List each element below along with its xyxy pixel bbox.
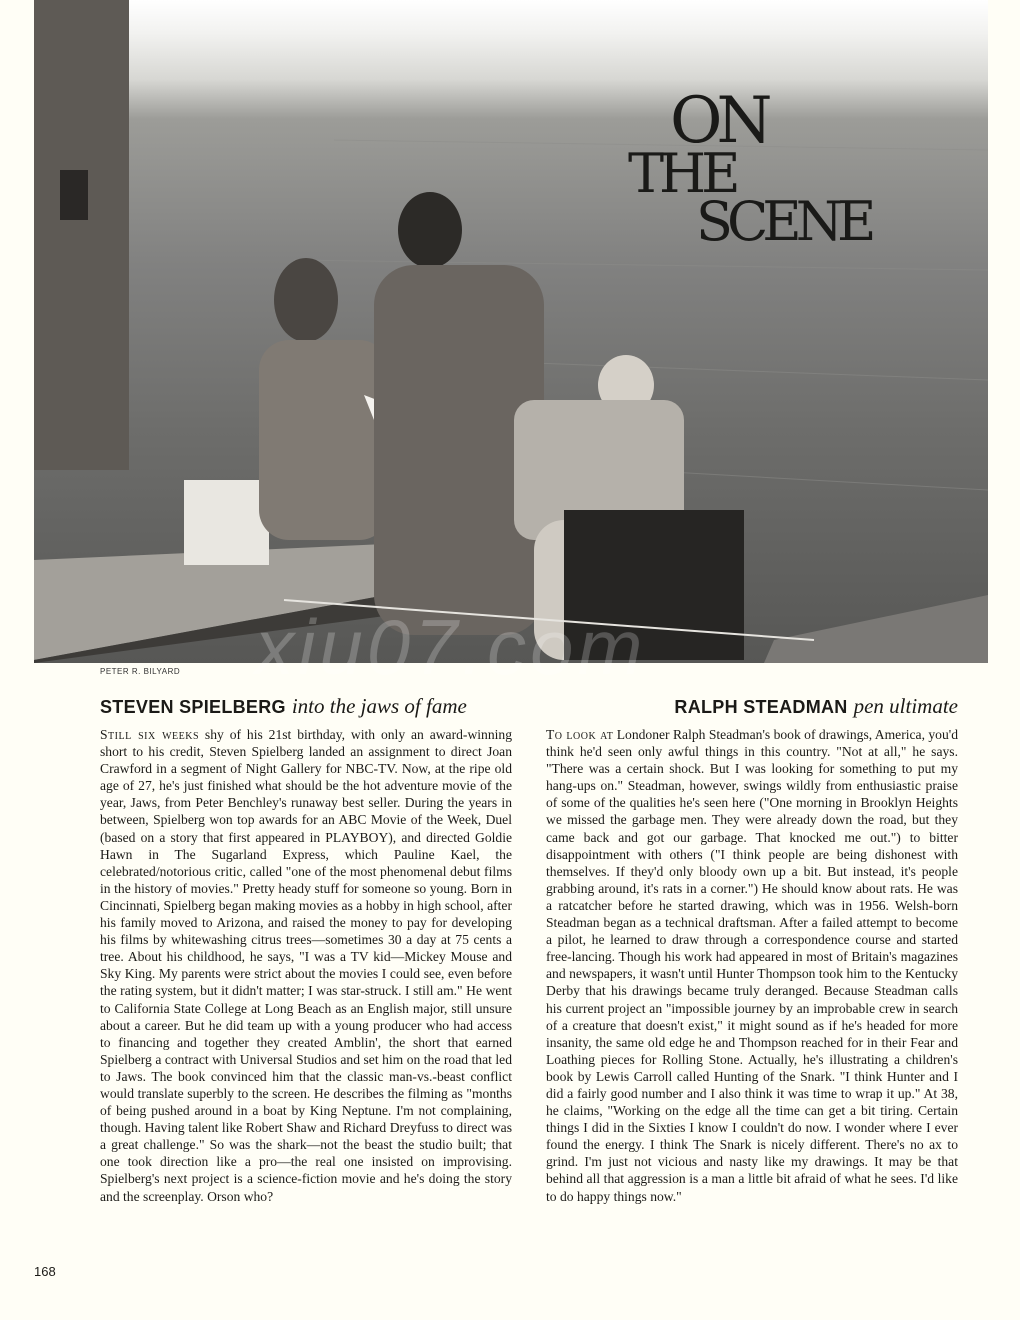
watermark-text: xiu07.com [255,603,647,691]
right-article-headline [674,694,958,719]
center-man-head [398,192,462,268]
standing-man [34,0,129,470]
photo-credit: PETER R. BILYARD [100,667,181,676]
left-headline-name: STEVEN SPIELBERG [100,697,286,717]
left-article-headline [100,694,467,719]
seated-man-body [259,340,389,540]
masthead-line-scene: SCENE [696,190,871,253]
left-article-lead: Still six weeks [100,727,200,742]
right-article-text: Londoner Ralph Steadman's book of drawings, America, you'd think he'd seen only awful things in this country. "Not at all," he says. "There was a certain shock. But I was looking for something to put my hang-ups on." Steadman, however, swings wildly from enthusiastic praise of some of the qualities he's seen here ("One morning in Brooklyn Heights we missed the garbage men. They were already down the road, but they came back and got our garbage. That knocked me out.") to bitter disappointment with others ("I think people are being dishonest with themselves. If they'd only bloody own up a bit. But instead, it's people grabbing around, it's rats in a corner.") He should know about rats. He was a ratcatcher before he started drawing, which was in 1956. Welsh-born Steadman began as a technical draftsman. After a failed attempt to become a pilot, he learned to draw through a correspondence course and started free-lancing. Though his work had appeared in most of Britain's magazines and newspapers, it wasn't until Hunter Thompson took him to the Kentucky Derby that his drawings became truly deranged. Because Steadman calls his current project an "impossible journey by an improbable crew in search of a creature that doesn't exist," it might sound as if he's headed for more insanity, the same old edge he and Thompson reached for in their Fear and Loathing pieces for Rolling Stone. Actually, he's illustrating a children's book by Lewis Carroll called Hunting of the Snark. "I think Hunter and I did a fairly good number and I also think it was time to wrap it up." At 38, he claims, "Working on the edge all the time can get a bit tiring. Certain things I did in the Sixties I know I couldn't do now. I wonder where I ever found the energy. I think The Snark is nicely different. There's no ax to grind. I'm just not vicious and nasty like my drawings. It may be that behind all that aggression is a man a little bit afraid of what he sees. I'd like to do happy things now." [546,727,959,1204]
masthead-line-on: ON [670,84,767,158]
right-article-body [546,726,958,1205]
pontoon [764,595,988,663]
right-headline-tag: pen ultimate [853,694,958,718]
equipment-crate [184,480,269,565]
left-headline-tag: into the jaws of fame [291,694,467,718]
camera-bag [60,170,88,220]
right-headline-name: RALPH STEADMAN [674,697,848,717]
left-article-body [100,726,512,1205]
left-article-text: shy of his 21st birthday, with only an award-winning short to his credit, Steven Spielberg landed an assignment to direct Joan Crawford in a segment of Night Gallery for NBC-TV. Now, at the ripe old age of 27, he's just finished what should be the hot adventure movie of the year, Jaws, from Peter Benchley's runaway best seller. During the years in between, Spielberg won top awards for an ABC Movie of the Week, Duel (based on a story that first appeared in PLAYBOY), and directed Goldie Hawn in The Sugarland Express, which Pauline Kael, the celebrated/notorious critic, called "one of the most phenomenal debut films in the history of movies." Pretty heady stuff for someone so young. Born in Cincinnati, Spielberg began making movies as a hobby in high school, after his family moved to Arizona, and raised the money to pay for developing his films by whitewashing citrus trees—sometimes 30 a day at 75 cents a tree. About his childhood, he says, "I was a TV kid—Mickey Mouse and Sky King. My parents were strict about the movies I could see, even before the rating system, but it didn't matter; I was star-struck. I still am." He went to California State College at Long Beach as an English major, still unsure about a career. But he did team up with a young producer who had access to financing and together they created Amblin', the short that earned Spielberg a contract with Universal Studios and set him on the road that led to Jaws. The book convinced him that the classic man-vs.-beast conflict would translate superbly to the screen. He describes the filming as "months of being pushed around in a boat by King Neptune. I'm not complaining, though. Having talent like Robert Shaw and Richard Dreyfuss to direct was a great challenge." So was the shark—not the beast the studio built; that one took direction like a pro—the real one insisted on improvising. Spielberg's next project is a science-fiction movie and he's doing the story and the screenplay. Orson who? [100,727,512,1204]
on-the-scene-masthead [600,85,910,265]
page-number: 168 [34,1264,56,1279]
right-article-lead: To look at [546,727,614,742]
seated-man-head [274,258,338,342]
masthead-line-the: THE [628,142,736,205]
